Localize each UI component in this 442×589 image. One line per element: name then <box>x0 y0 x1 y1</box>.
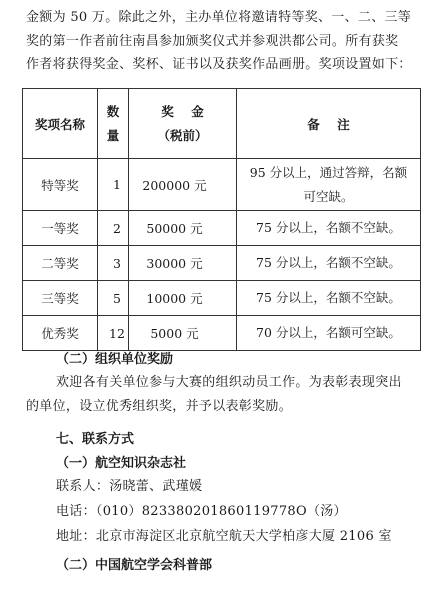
header-note: 备 注 <box>237 89 421 159</box>
section-heading-contact: 七、联系方式 <box>56 432 135 447</box>
cell-award-name: 特等奖 <box>23 159 98 211</box>
cell-prize: 30000 元 <box>129 246 237 281</box>
cell-prize: 50000 元 <box>129 211 237 246</box>
section-heading-org-awards: （二）组织单位奖励 <box>56 352 174 367</box>
intro-line-2: 奖的第一作者前往南昌参加颁奖仪式并参观洪都公司。所有获奖 <box>26 34 399 49</box>
cell-count: 1 <box>98 159 129 211</box>
table-row <box>23 159 421 211</box>
intro-line-3: 作者将获得奖金、奖杯、证书以及获奖作品画册。奖项设置如下： <box>26 57 412 72</box>
cell-note <box>237 159 421 211</box>
contact-people: 联系人：汤晓蕾、武瑾媛 <box>56 479 203 494</box>
contact-phone: 电话：（010）823380201860119778O（汤） <box>56 504 347 519</box>
cell-prize: 5000 元 <box>129 316 237 351</box>
header-prize-line2: （税前） <box>157 127 208 143</box>
awards-table <box>22 88 421 351</box>
cell-prize: 10000 元 <box>129 281 237 316</box>
org-paragraph-line-1: 欢迎各有关单位参与大赛的组织动员工作。为表彰表现突出 <box>56 375 402 390</box>
cell-note: 75 分以上，名额不空缺。 <box>237 246 421 281</box>
cell-note-line1: 95 分以上，通过答辩，名额 <box>249 164 408 180</box>
org-paragraph-line-2: 的单位，设立优秀组织奖，并予以表彰奖励。 <box>26 399 293 414</box>
subheading-aviation-magazine: （一）航空知识杂志社 <box>56 456 187 471</box>
cell-count: 12 <box>98 316 129 351</box>
table-row <box>23 316 421 351</box>
header-count-line2: 量 <box>106 127 120 143</box>
cell-count: 3 <box>98 246 129 281</box>
header-count-line1: 数 <box>106 103 120 119</box>
cell-count: 5 <box>98 281 129 316</box>
header-count <box>98 89 129 159</box>
cell-award-name: 二等奖 <box>23 246 98 281</box>
cell-note: 75 分以上，名额不空缺。 <box>237 211 421 246</box>
header-prize <box>129 89 237 159</box>
cell-award-name: 优秀奖 <box>23 316 98 351</box>
cell-prize: 200000 元 <box>129 159 237 211</box>
cell-note-line2: 可空缺。 <box>303 188 354 204</box>
cell-count: 2 <box>98 211 129 246</box>
cell-award-name: 三等奖 <box>23 281 98 316</box>
cell-note: 70 分以上，名额可空缺。 <box>237 316 421 351</box>
table-row <box>23 211 421 246</box>
cell-award-name: 一等奖 <box>23 211 98 246</box>
table-header-row <box>23 89 421 159</box>
intro-line-1: 金额为 50 万。除此之外，主办单位将邀请特等奖、一、二、三等 <box>26 10 412 25</box>
table-row <box>23 246 421 281</box>
cell-note: 75 分以上，名额不空缺。 <box>237 281 421 316</box>
header-prize-line1: 奖 金 <box>161 103 204 119</box>
header-award-name: 奖项名称 <box>23 89 98 159</box>
subheading-aeronautical-society: （二）中国航空学会科普部 <box>56 558 213 573</box>
table-row <box>23 281 421 316</box>
contact-address: 地址：北京市海淀区北京航空航天大学柏彦大厦 2106 室 <box>56 529 392 544</box>
